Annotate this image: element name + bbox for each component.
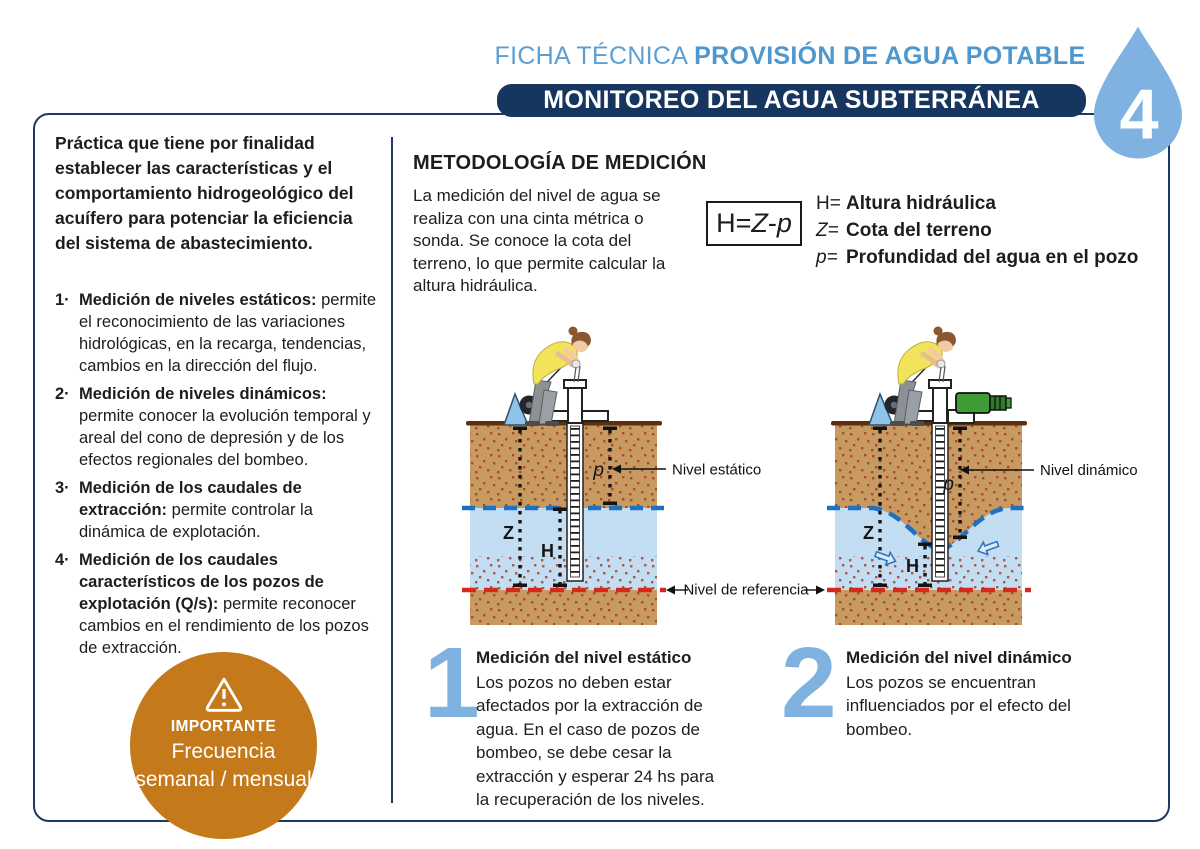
step-1-body: Los pozos no deben estar afectados por la extracción de agua. En el caso de pozos de bombeo, se debe cesar la extracción y esperar 24 hs para la recuperación de los niveles.	[476, 672, 715, 809]
legend-row	[816, 217, 1138, 244]
important-badge	[130, 652, 317, 839]
p-label-static: p	[593, 460, 604, 481]
legend-text: Cota del terreno	[846, 220, 992, 241]
list-item	[55, 289, 379, 377]
list-item	[55, 477, 379, 543]
dynamic-level-callout: Nivel dinámico	[1040, 462, 1138, 479]
warning-triangle-icon	[203, 676, 245, 713]
header-kicker	[480, 42, 1100, 71]
formula-p: p	[776, 208, 792, 238]
formula-z: Z	[751, 208, 768, 238]
item-number: 3·	[55, 479, 70, 497]
kicker-bold: PROVISIÓN DE AGUA POTABLE	[694, 42, 1086, 70]
step-1-text	[476, 646, 728, 812]
step-2-title: Medición del nivel dinámico	[846, 648, 1072, 667]
item-number: 4·	[55, 551, 70, 569]
p-label-dynamic: p	[943, 474, 954, 495]
water-drop-badge	[1083, 24, 1193, 161]
item-rest: permite reconocer cambios en el rendimiento de los pozos de extracción.	[79, 595, 369, 657]
important-label: IMPORTANTE	[170, 718, 277, 735]
water-drop-icon	[1083, 24, 1193, 161]
list-item	[55, 383, 379, 471]
methodology-title: METODOLOGÍA DE MEDICIÓN	[413, 152, 707, 174]
step-2-body: Los pozos se encuentran influenciados por el efecto del bombeo.	[846, 672, 1071, 739]
legend-row	[816, 244, 1138, 271]
legend-row	[816, 190, 1138, 217]
kicker-regular: FICHA TÉCNICA	[494, 42, 687, 70]
legend-symbol: p=	[816, 247, 838, 268]
item-lead: Medición de los caudales característicos de los pozos de explotación (Q/s):	[79, 551, 324, 613]
formula-box	[706, 201, 802, 246]
column-divider	[391, 137, 393, 803]
dynamic-well-diagram	[827, 327, 1031, 626]
legend-text: Profundidad del agua en el pozo	[846, 247, 1139, 268]
item-lead: Medición de niveles estáticos:	[79, 291, 317, 309]
important-line2: semanal / mensual	[135, 768, 312, 791]
step-1-number: 1	[424, 627, 480, 739]
title-banner: MONITOREO DEL AGUA SUBTERRÁNEA	[497, 84, 1086, 117]
measurement-list	[55, 289, 379, 665]
wells-diagram	[408, 298, 1188, 638]
legend-symbol: Z=	[816, 220, 839, 241]
h-label-dynamic: H	[906, 556, 919, 576]
static-well-diagram	[462, 327, 666, 626]
item-lead: Medición de los caudales de extracción:	[79, 479, 302, 519]
item-rest: permite conocer la evolución temporal y areal del cono de depresión y de los efectos regionales del bombeo.	[79, 407, 371, 469]
item-number: 1·	[55, 291, 70, 309]
item-rest: permite controlar la dinámica de explotación.	[79, 501, 313, 541]
formula-minus: -	[767, 208, 777, 238]
step-2-number: 2	[781, 627, 837, 739]
item-rest: permite el reconocimiento de las variaciones hidrológicas, en la recarga, tendencias, cambios en la dirección del flujo.	[79, 291, 377, 375]
formula-legend	[816, 190, 1138, 271]
pump-icon	[948, 393, 1011, 423]
intro-paragraph: Práctica que tiene por finalidad establecer las características y el comportamiento hidrogeológico del acuífero para potenciar la eficiencia del sistema de abastecimiento.	[55, 133, 354, 253]
sheet-number: 4	[1119, 74, 1159, 154]
z-label-static: Z	[503, 523, 514, 543]
step-2-text	[846, 646, 1084, 741]
h-label-static: H	[541, 541, 554, 561]
list-item	[55, 549, 379, 659]
item-number: 2·	[55, 385, 70, 403]
important-line1: Frecuencia	[171, 740, 276, 763]
z-label-dynamic: Z	[863, 523, 874, 543]
step-1-title: Medición del nivel estático	[476, 648, 692, 667]
item-lead: Medición de niveles dinámicos:	[79, 385, 327, 403]
legend-text: Altura hidráulica	[846, 193, 996, 214]
methodology-body: La medición del nivel de agua se realiza con una cinta métrica o sonda. Se conoce la cota del terreno, lo que permite calcular la altura hidráulica.	[413, 186, 666, 295]
reference-level-callout: Nivel de referencia	[683, 581, 809, 599]
legend-symbol: H=	[816, 193, 841, 214]
formula-h: H=	[716, 208, 752, 238]
static-level-callout: Nivel estático	[672, 461, 762, 479]
